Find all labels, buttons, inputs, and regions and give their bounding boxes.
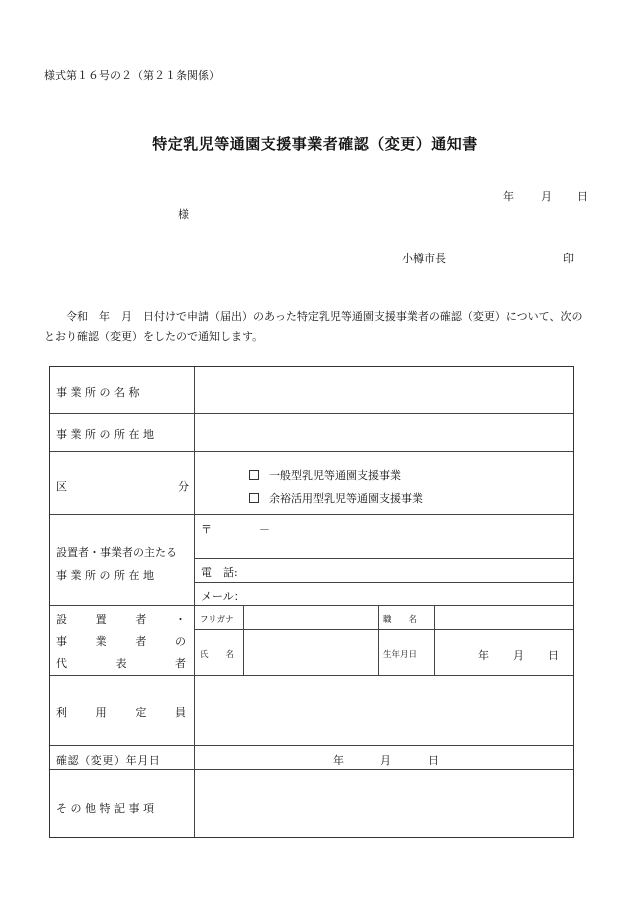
facility-name-label: 事 業 所 の 名 称 (56, 386, 140, 399)
category-option-label: 一般型乳児等通園支援事業 (269, 469, 401, 482)
checkbox-icon[interactable] (249, 470, 259, 480)
row-divider (50, 451, 573, 452)
date-day-label: 日 (577, 190, 588, 203)
phone-label: 電 話: (201, 566, 238, 579)
row-divider (50, 745, 573, 746)
facility-address-label: 事 業 所 の 所 在 地 (56, 428, 154, 441)
confirm-month-label: 月 (380, 754, 391, 767)
row-divider (194, 558, 573, 559)
issuer-name: 小樽市長 (402, 252, 446, 265)
row-divider (50, 605, 573, 606)
body-paragraph: 令和 年 月 日付けで申請（届出）のあった特定乳児等通園支援事業者の確認（変更）について、次のとおり確認（変更）をしたので通知します。 (44, 310, 583, 343)
confirm-date-label: 確認（変更）年月日 (56, 754, 161, 767)
date-month-label: 月 (541, 190, 552, 203)
checkbox-icon[interactable] (249, 493, 259, 503)
column-divider (194, 367, 195, 837)
postal-mark: 〒 (201, 523, 212, 536)
representative-label-line2: 事 業 者 の (56, 635, 186, 648)
column-divider (434, 605, 435, 675)
seal-mark: 印 (563, 252, 574, 265)
position-label: 職 名 (383, 615, 418, 625)
row-divider (194, 582, 573, 583)
operator-address-label: 事 業 所 の 所 在 地 (56, 569, 154, 582)
email-label: メール： (201, 590, 245, 603)
confirm-year-label: 年 (333, 754, 344, 767)
furigana-label: フリガナ (200, 615, 234, 625)
category-label: 分 (178, 480, 189, 493)
form-number: 様式第１６号の２（第２１条関係） (44, 69, 220, 82)
birth-day-label: 日 (548, 649, 559, 662)
representative-label-line3: 代 表 者 (56, 657, 186, 670)
category-option-surplus[interactable] (249, 490, 423, 506)
name-label: 氏 名 (200, 650, 235, 660)
birthdate-label: 生年月日 (383, 650, 418, 660)
date-year-label: 年 (503, 190, 514, 203)
birth-month-label: 月 (513, 649, 524, 662)
birth-year-label: 年 (478, 649, 489, 662)
category-label: 区 (56, 480, 67, 493)
notes-field[interactable] (196, 771, 571, 835)
notification-form-table (49, 366, 574, 838)
column-divider (243, 605, 244, 675)
capacity-label: 利 用 定 員 (56, 706, 186, 719)
row-divider (50, 413, 573, 414)
row-divider (194, 629, 573, 630)
category-option-label: 余裕活用型乳児等通園支援事業 (269, 492, 423, 505)
category-option-general[interactable] (249, 467, 401, 483)
column-divider (378, 605, 379, 675)
operator-address-label: 設置者・事業者の主たる (56, 546, 177, 559)
capacity-field[interactable] (196, 677, 571, 743)
confirm-day-label: 日 (428, 754, 439, 767)
representative-label-line1: 設 置 者 ・ (56, 613, 186, 626)
addressee-suffix: 様 (178, 208, 189, 221)
row-divider (50, 769, 573, 770)
row-divider (50, 675, 573, 676)
postal-dash: － (259, 523, 270, 536)
facility-name-field[interactable] (196, 369, 571, 411)
row-divider (50, 514, 573, 515)
document-title: 特定乳児等通園支援事業者確認（変更）通知書 (152, 135, 478, 153)
notes-label: そ の 他 特 記 事 項 (56, 802, 154, 815)
facility-address-field[interactable] (196, 415, 571, 449)
